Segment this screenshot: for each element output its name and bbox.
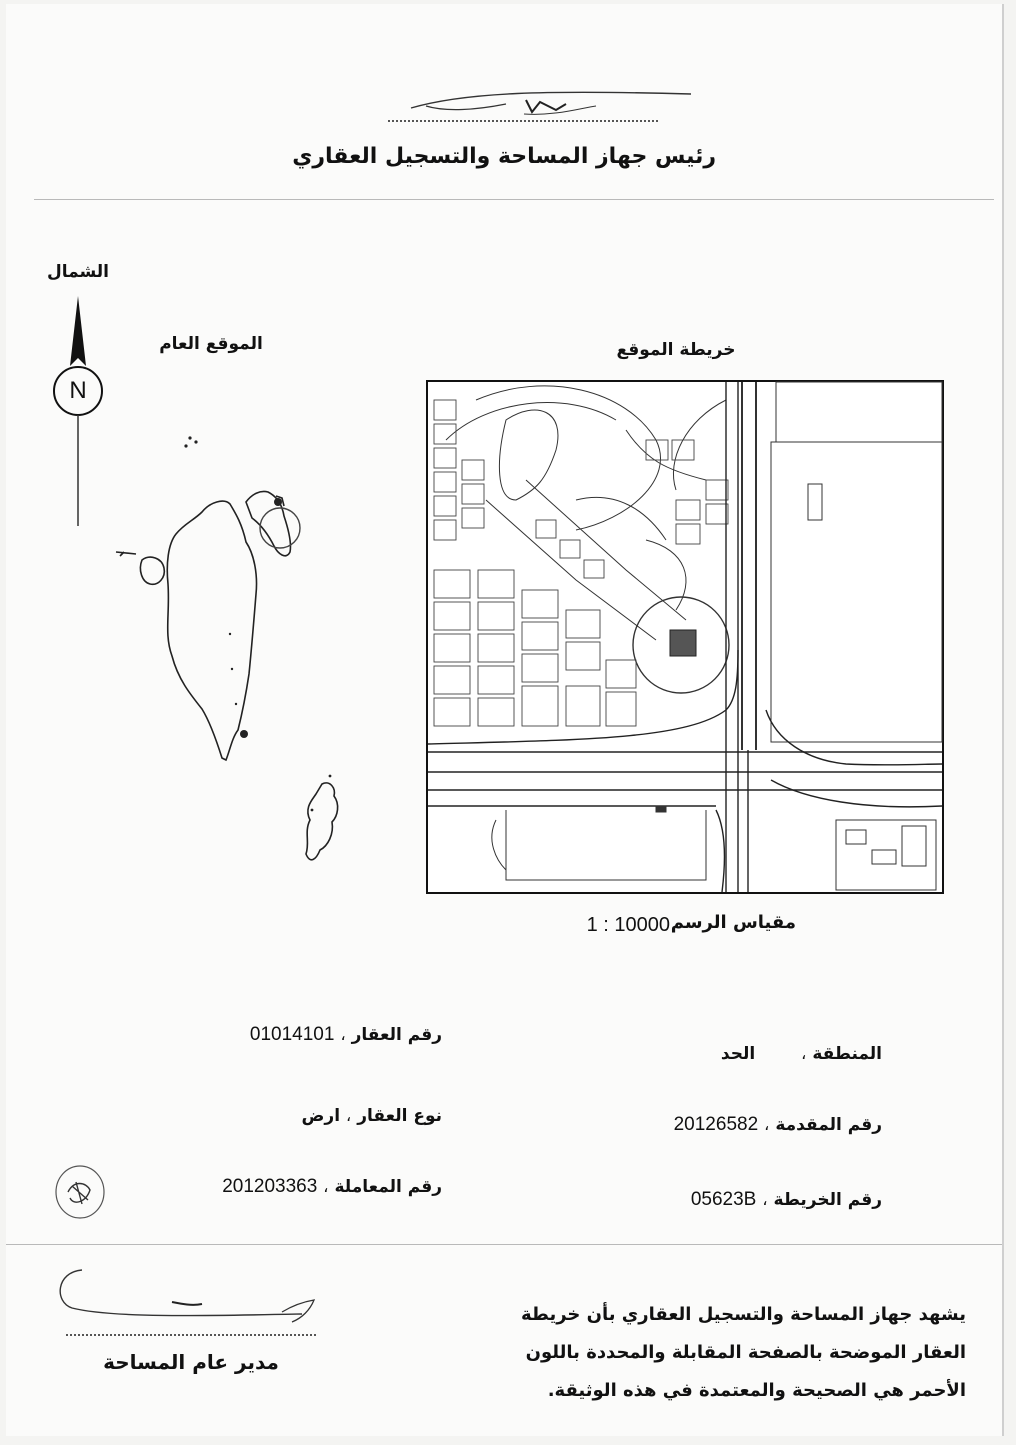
property-type-value: ارض: [301, 1106, 341, 1126]
header-signature-line: [388, 120, 658, 122]
map-no-value: 05623B: [690, 1189, 757, 1210]
site-map: [426, 380, 944, 894]
property-no-label: رقم العقار: [351, 1025, 442, 1045]
header-signatory-title: رئيس جهاز المساحة والتسجيل العقاري: [292, 144, 716, 169]
director-signature: [52, 1262, 332, 1342]
site-map-title: خريطة الموقع: [616, 340, 736, 360]
application-no-value: 20126582: [673, 1114, 759, 1135]
round-stamp: [52, 1162, 108, 1222]
director-title: مدير عام المساحة: [103, 1350, 279, 1374]
document-page: [6, 4, 1004, 1436]
overview-map-title: الموقع العام: [159, 334, 263, 354]
header-divider: [34, 199, 994, 200]
map-no-row: رقم الخريطة،05623B: [690, 1189, 882, 1210]
transaction-no-value: 201203363: [222, 1176, 318, 1197]
transaction-no-row: رقم المعاملة،201203363: [222, 1176, 442, 1197]
area-value: الحد: [720, 1044, 756, 1064]
north-label: الشمال: [46, 262, 110, 282]
scale-label: مقياس الرسم: [670, 912, 796, 933]
overview-map: [106, 424, 366, 884]
property-no-row: رقم العقار،01014101: [249, 1024, 442, 1045]
director-signature-line: [66, 1334, 316, 1336]
property-no-value: 01014101: [249, 1024, 335, 1045]
property-type-label: نوع العقار: [357, 1106, 442, 1126]
property-type-row: نوع العقار،ارض: [301, 1106, 442, 1126]
transaction-no-label: رقم المعاملة: [334, 1177, 442, 1197]
north-letter: N: [69, 377, 87, 404]
scale-value: 1 : 10000: [586, 914, 670, 936]
application-no-label: رقم المقدمة: [775, 1115, 882, 1135]
area-label: المنطقة: [812, 1044, 882, 1064]
certification-text: يشهد جهاز المساحة والتسجيل العقاري بأن خريطة العقار الموضحة بالصفحة المقابلة والمحددة باللون الأحمر هي الصحيحة والمعتمدة في هذه الوثيقة.: [521, 1304, 966, 1401]
map-no-label: رقم الخريطة: [773, 1190, 882, 1210]
area-row: المنطقة،الحد: [720, 1044, 882, 1064]
application-no-row: رقم المقدمة،20126582: [673, 1114, 882, 1135]
north-arrow-icon: [48, 286, 108, 531]
footer-divider: [6, 1244, 1002, 1245]
